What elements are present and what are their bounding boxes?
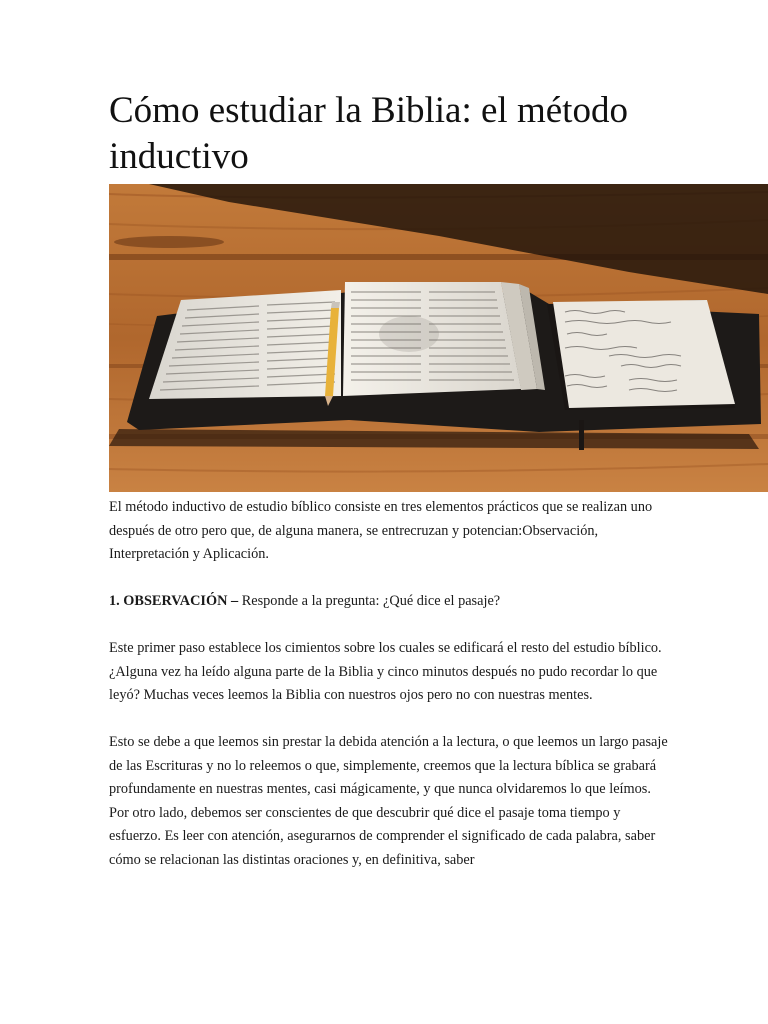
intro-paragraph: El método inductivo de estudio bíblico consiste en tres elementos prácticos que se realizan uno después de otro pero que, de alguna manera, se entrecruzan y potencian:Observación, Interpretación y Aplicación. — [109, 499, 653, 562]
section-observation — [109, 590, 669, 614]
hero-image — [109, 184, 768, 492]
article-title: Cómo estudiar la Biblia: el método inductivo — [109, 90, 628, 177]
section-question: Responde a la pregunta: ¿Qué dice el pasaje? — [238, 593, 501, 609]
section-heading: 1. OBSERVACIÓN – — [109, 593, 239, 609]
article-body — [109, 496, 669, 896]
body-paragraph: Esto se debe a que leemos sin prestar la debida atención a la lectura, o que leemos un largo pasaje de las Escrituras y no lo releemos o que, simplemente, creemos que la lectura bíblica se grabará profundamente en nuestras mentes, casi mágicamente, y que nunca olvidaremos lo que leímos. Por otro lado, debemos ser conscientes de que descubrir qué dice el pasaje toma tiempo y esfuerzo. Es leer con atención, asegurarnos de comprender el significado de cada palabra, saber cómo se relacionan las distintas oraciones y, en definitiva, saber — [109, 734, 668, 868]
body-paragraph: Este primer paso establece los cimientos sobre los cuales se edificará el resto del estudio bíblico. ¿Alguna vez ha leído alguna parte de la Biblia y cinco minutos después no pudo recordar lo que leyó? Muchas veces leemos la Biblia con nuestros ojos pero no con nuestras mentes. — [109, 640, 662, 703]
